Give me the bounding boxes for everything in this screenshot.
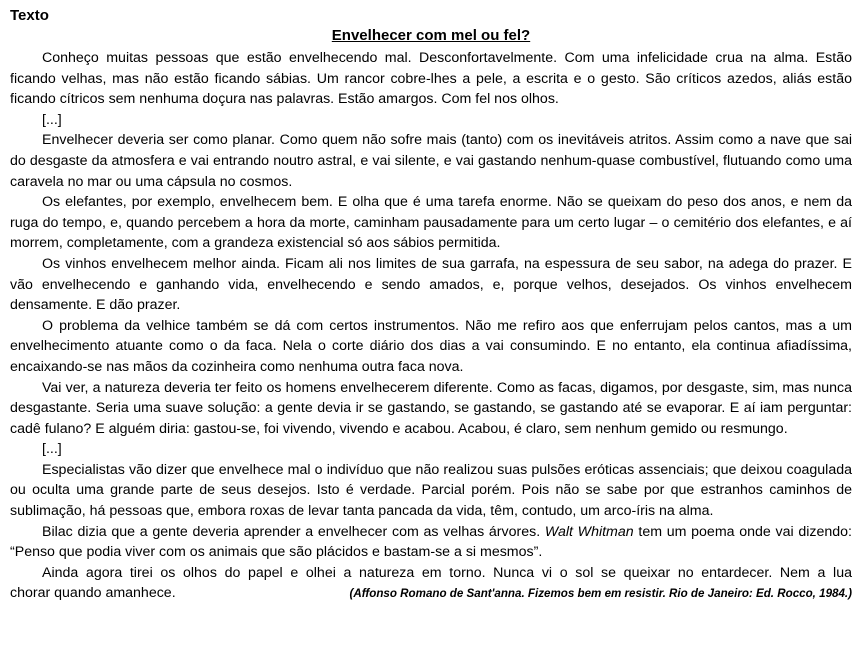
ellipsis-1: [...] [42, 111, 62, 128]
paragraph-3: Os elefantes, por exemplo, envelhecem bem. E olha que é uma tarefa enorme. Não se queixam do peso dos anos, e nem da ruga do tempo, e, quando percebem a hora da morte, caminham pausadamente para um certo lugar – o cemitério dos elefantes, e aí morrem, completamente, com a grandeza existencial só aos sábios permitida. [10, 194, 852, 252]
citation: (Affonso Romano de Sant'anna. Fizemos bem em resistir. Rio de Janeiro: Ed. Rocco, 1984.) [349, 587, 852, 601]
paragraph-5: O problema da velhice também se dá com certos instrumentos. Não me refiro aos que enferrujam pelos cantos, mas a um envelhecimento atuante como o da faca. Nela o corte diário dos dias a vai consumindo. E no entanto, ela continua afiadíssima, encaixando-se nas mãos da cozinheira como nenhuma outra faca nova. [10, 317, 852, 375]
section-label: Texto [10, 7, 49, 24]
paragraph-9-end: chorar quando amanhece. [10, 585, 176, 602]
paragraph-4: Os vinhos envelhecem melhor ainda. Ficam ali nos limites de sua garrafa, na espessura de seu sabor, na adega do prazer. E vão envelhecendo e ganhando vida, envelhecendo e sendo amados, e, porque velhos, desejados. Os vinhos envelhecem densamente. E dão prazer. [10, 255, 852, 314]
text-title: Envelhecer com mel ou fel? [331, 27, 531, 44]
paragraph-7: Especialistas vão dizer que envelhece mal o indivíduo que não realizou suas pulsões eróticas assenciais; que deixou coagulada ou oculta uma grande parte de seus desejos. Isto é verdade. Parcial porém. Pois não se sabe por que estranhos caminhos de sublimação, há pessoas que, embora roxas de levar tanta pancada da vida, têm, contudo, um arco-íris na alma. [10, 461, 852, 520]
last-line [10, 583, 852, 605]
paragraph-2: Envelhecer deveria ser como planar. Como quem não sofre mais (tanto) com os inevitáveis atritos. Assim como a nave que sai do desgaste da atmosfera e vai entrando noutro astral, e vai silente, e vai gastando nenhum-quase combustível, flutuando como uma caravela no mar ou uma cápsula no cosmos. [10, 132, 852, 190]
ellipsis-2: [...] [42, 441, 62, 458]
paragraph-1: Conheço muitas pessoas que estão envelhecendo mal. Desconfortavelmente. Com uma infelicidade crua na alma. Estão ficando velhas, mas não estão ficando sábias. Um rancor cobre-lhes a pele, a escrita e o gesto. São críticos azedos, aliás estão ficando cítricos sem nenhuma doçura nas palavras. Estão amargos. Com fel nos olhos. [10, 50, 852, 108]
paragraph-8-start: Bilac dizia que a gente deveria aprender a envelhecer com as velhas árvores. [42, 523, 545, 540]
paragraph-8 [10, 522, 852, 563]
author-name-italic: Walt Whitman [544, 523, 634, 540]
paragraph-6: Vai ver, a natureza deveria ter feito os homens envelhecerem diferente. Como as facas, digamos, por desgaste, sim, mas nunca desgastante. Seria uma suave solução: a gente devia ir se gastando, se gastando, se gastando até se evaporar. E aí iam perguntar: cadê fulano? E alguém diria: gastou-se, foi vivendo, vivendo e acabou. Acabou, é claro, sem nenhum gemido ou resmungo. [10, 379, 852, 437]
paragraph-8-end: tem um poema onde vai dizendo: “Penso que podia viver com os animais que são plácidos e bastam-se a si mesmos”. [10, 523, 852, 561]
paragraph-9: Ainda agora tirei os olhos do papel e olhei a natureza em torno. Nunca vi o sol se queixar no entardecer. Nem a lua [42, 564, 852, 581]
